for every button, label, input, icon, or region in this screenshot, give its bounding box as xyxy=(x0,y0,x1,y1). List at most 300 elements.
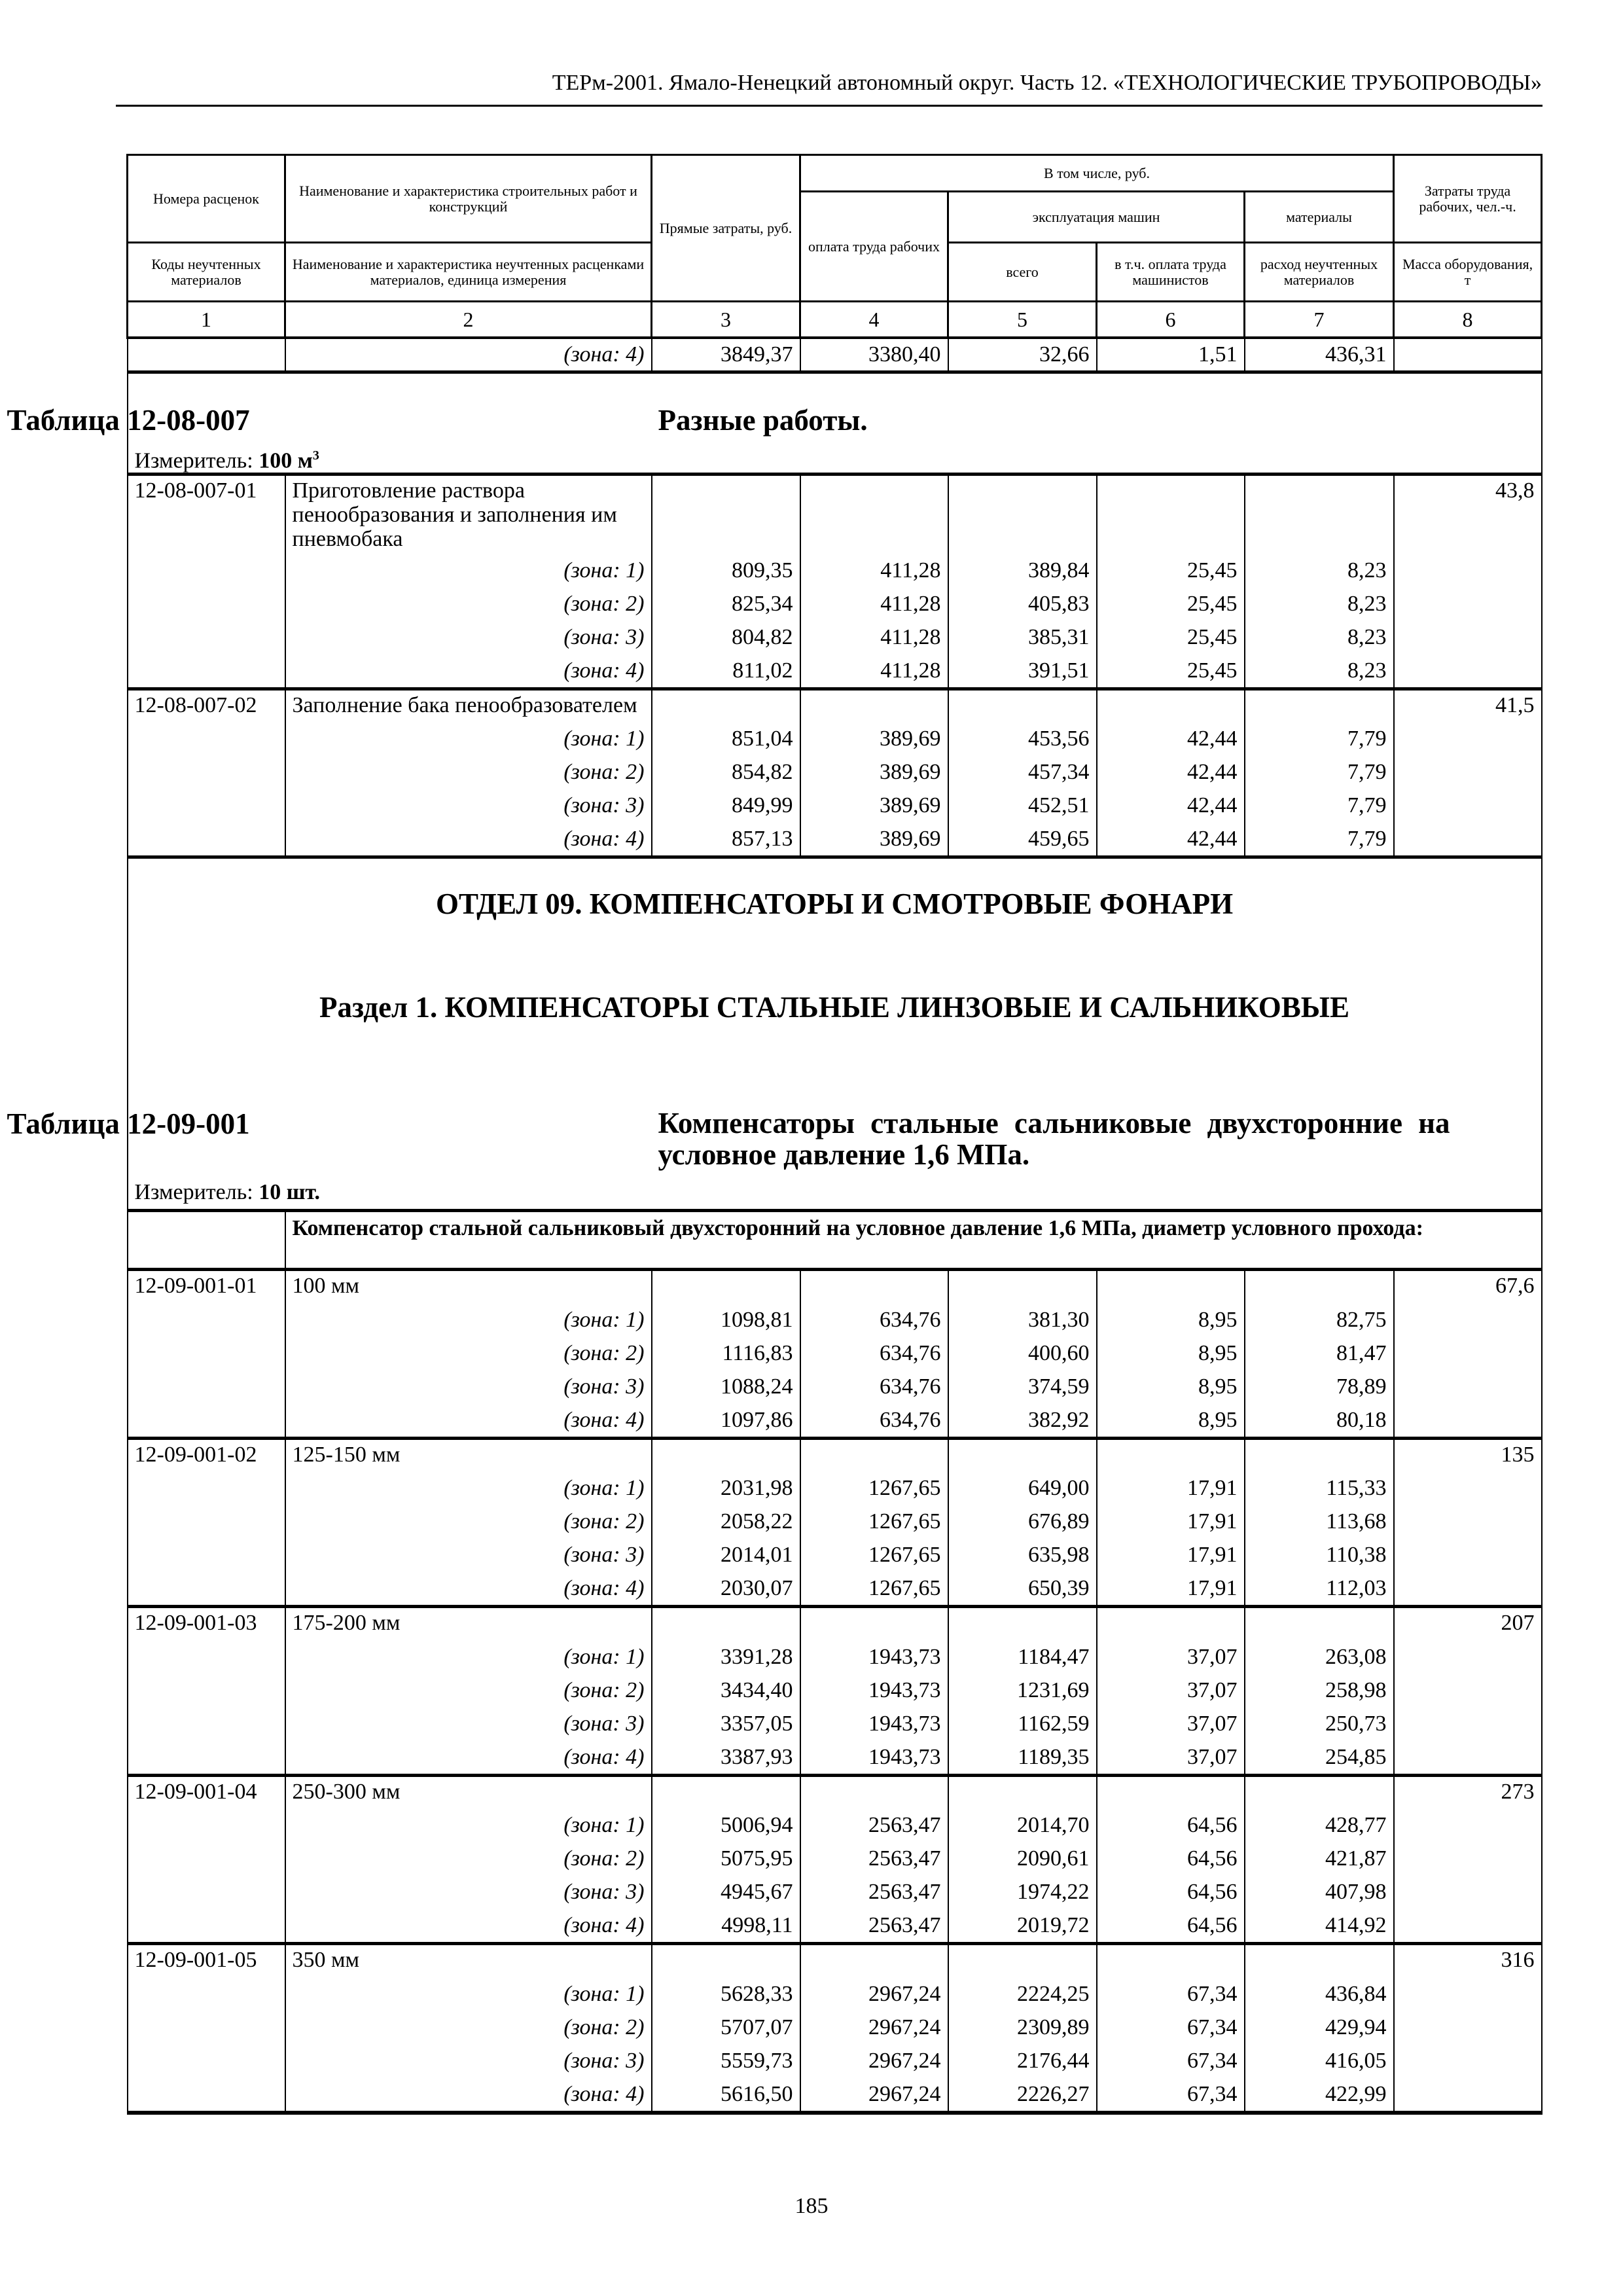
value-cell: 453,56 xyxy=(948,722,1097,755)
value-cell: 80,18 xyxy=(1245,1403,1394,1439)
value-cell: 2224,25 xyxy=(948,1977,1097,2011)
value-cell: 64,56 xyxy=(1097,1808,1245,1842)
value-cell: 809,35 xyxy=(652,554,800,587)
zone-row xyxy=(128,1674,1542,1707)
empty-cell xyxy=(1394,1370,1542,1403)
empty-cell xyxy=(128,789,285,822)
empty-cell xyxy=(948,474,1097,554)
labor-hours: 43,8 xyxy=(1394,474,1542,554)
rate-code: 12-09-001-03 xyxy=(128,1607,285,1640)
value-cell: 2019,72 xyxy=(948,1909,1097,1944)
zone-row xyxy=(128,755,1542,789)
zone-row xyxy=(128,554,1542,587)
empty-cell xyxy=(128,1875,285,1909)
rate-name: 250-300 мм xyxy=(285,1775,652,1808)
value-cell: 1267,65 xyxy=(800,1505,948,1538)
value-cell: 634,76 xyxy=(800,1403,948,1439)
labor-hours: 316 xyxy=(1394,1944,1542,1977)
value-cell: 25,45 xyxy=(1097,554,1245,587)
value-cell: 857,13 xyxy=(652,822,800,857)
table-title-row xyxy=(128,372,1542,474)
header-worker-pay: оплата труда рабочих xyxy=(800,192,948,302)
value-cell: 1974,22 xyxy=(948,1875,1097,1909)
rate-code: 12-08-007-01 xyxy=(128,474,285,554)
empty-cell xyxy=(1394,1977,1542,2011)
empty-cell xyxy=(1394,338,1542,372)
value-cell: 115,33 xyxy=(1245,1471,1394,1505)
column-number: 5 xyxy=(948,302,1097,338)
zone-row xyxy=(128,1842,1542,1875)
value-cell: 7,79 xyxy=(1245,722,1394,755)
unit-label: Измеритель: xyxy=(134,1180,253,1204)
empty-cell xyxy=(1097,689,1245,722)
table-number: Таблица 12-09-001 xyxy=(7,1107,250,1140)
zone-row xyxy=(128,1740,1542,1776)
zone-row xyxy=(128,1707,1542,1740)
zone-row xyxy=(128,789,1542,822)
zone-label: (зона: 3) xyxy=(285,1707,652,1740)
value-cell: 452,51 xyxy=(948,789,1097,822)
value-cell: 1943,73 xyxy=(800,1674,948,1707)
value-cell: 7,79 xyxy=(1245,755,1394,789)
empty-cell xyxy=(128,554,285,587)
empty-cell xyxy=(652,1438,800,1471)
value-cell: 113,68 xyxy=(1245,1505,1394,1538)
value-cell: 2030,07 xyxy=(652,1571,800,1607)
empty-cell xyxy=(1245,1438,1394,1471)
value-cell: 37,07 xyxy=(1097,1640,1245,1674)
value-cell: 8,23 xyxy=(1245,587,1394,620)
labor-hours: 135 xyxy=(1394,1438,1542,1471)
group-caption-row xyxy=(128,1211,1542,1270)
header-machines-total: всего xyxy=(948,243,1097,302)
rate-name: 350 мм xyxy=(285,1944,652,1977)
value-cell: 407,98 xyxy=(1245,1875,1394,1909)
empty-cell xyxy=(948,1438,1097,1471)
value-cell: 374,59 xyxy=(948,1370,1097,1403)
zone-label: (зона: 4) xyxy=(285,338,652,372)
value-cell: 3357,05 xyxy=(652,1707,800,1740)
zone-label: (зона: 3) xyxy=(285,789,652,822)
zone-row xyxy=(128,1303,1542,1336)
empty-cell xyxy=(128,1303,285,1336)
value-cell: 2967,24 xyxy=(800,1977,948,2011)
empty-cell xyxy=(128,654,285,689)
empty-cell xyxy=(800,474,948,554)
column-number: 7 xyxy=(1245,302,1394,338)
rate-code: 12-09-001-05 xyxy=(128,1944,285,1977)
empty-cell xyxy=(128,822,285,857)
value-cell: 8,95 xyxy=(1097,1336,1245,1370)
rate-name: 125-150 мм xyxy=(285,1438,652,1471)
empty-cell xyxy=(128,1977,285,2011)
zone-label: (зона: 4) xyxy=(285,654,652,689)
value-cell: 405,83 xyxy=(948,587,1097,620)
table-name: Компенсаторы стальные сальниковые двухсторонние на условное давление 1,6 МПа. xyxy=(658,1107,1450,1171)
empty-cell xyxy=(128,587,285,620)
value-cell: 2031,98 xyxy=(652,1471,800,1505)
value-cell: 385,31 xyxy=(948,620,1097,654)
value-cell: 382,92 xyxy=(948,1403,1097,1439)
empty-cell xyxy=(128,620,285,654)
zone-row xyxy=(128,1471,1542,1505)
empty-cell xyxy=(128,1808,285,1842)
zone-label: (зона: 2) xyxy=(285,1505,652,1538)
column-number: 4 xyxy=(800,302,948,338)
zone-row xyxy=(128,2011,1542,2044)
empty-cell xyxy=(1394,1674,1542,1707)
zone-label: (зона: 3) xyxy=(285,620,652,654)
zone-row xyxy=(128,1909,1542,1944)
value-cell: 1162,59 xyxy=(948,1707,1097,1740)
rate-row xyxy=(128,1270,1542,1303)
header-direct-costs: Прямые затраты, руб. xyxy=(652,155,800,302)
empty-cell xyxy=(652,1270,800,1303)
empty-cell xyxy=(128,1505,285,1538)
empty-cell xyxy=(1394,1336,1542,1370)
value-cell: 1,51 xyxy=(1097,338,1245,372)
value-cell: 804,82 xyxy=(652,620,800,654)
value-cell: 258,98 xyxy=(1245,1674,1394,1707)
header-rate-numbers: Номера расценок xyxy=(128,155,285,243)
value-cell: 42,44 xyxy=(1097,755,1245,789)
value-cell: 64,56 xyxy=(1097,1875,1245,1909)
zone-label: (зона: 2) xyxy=(285,2011,652,2044)
value-cell: 32,66 xyxy=(948,338,1097,372)
unit-value: 100 м xyxy=(259,448,313,473)
value-cell: 676,89 xyxy=(948,1505,1097,1538)
empty-cell xyxy=(948,1607,1097,1640)
rate-code: 12-09-001-01 xyxy=(128,1270,285,1303)
value-cell: 25,45 xyxy=(1097,587,1245,620)
value-cell: 389,84 xyxy=(948,554,1097,587)
empty-cell xyxy=(1394,620,1542,654)
header-work-name: Наименование и характеристика строительных работ и конструкций xyxy=(285,155,652,243)
value-cell: 3849,37 xyxy=(652,338,800,372)
table-12-08-007-heading xyxy=(7,372,1542,474)
value-cell: 2967,24 xyxy=(800,2077,948,2113)
column-number: 2 xyxy=(285,302,652,338)
value-cell: 649,00 xyxy=(948,1471,1097,1505)
value-cell: 422,99 xyxy=(1245,2077,1394,2113)
empty-cell xyxy=(128,1471,285,1505)
empty-cell xyxy=(1394,1538,1542,1571)
empty-cell xyxy=(652,1775,800,1808)
value-cell: 2014,01 xyxy=(652,1538,800,1571)
value-cell: 849,99 xyxy=(652,789,800,822)
value-cell: 381,30 xyxy=(948,1303,1097,1336)
empty-cell xyxy=(1245,474,1394,554)
value-cell: 391,51 xyxy=(948,654,1097,689)
value-cell: 414,92 xyxy=(1245,1909,1394,1944)
value-cell: 389,69 xyxy=(800,822,948,857)
value-cell: 2967,24 xyxy=(800,2044,948,2077)
value-cell: 78,89 xyxy=(1245,1370,1394,1403)
empty-cell xyxy=(948,1775,1097,1808)
value-cell: 3380,40 xyxy=(800,338,948,372)
empty-cell xyxy=(652,1607,800,1640)
value-cell: 42,44 xyxy=(1097,822,1245,857)
section-09-heading xyxy=(7,857,1542,1211)
empty-cell xyxy=(128,2011,285,2044)
unit-line xyxy=(135,439,319,477)
empty-cell xyxy=(128,338,285,372)
value-cell: 17,91 xyxy=(1097,1538,1245,1571)
empty-cell xyxy=(1097,1775,1245,1808)
zone-label: (зона: 4) xyxy=(285,822,652,857)
section-title-row xyxy=(128,857,1542,1211)
empty-cell xyxy=(1394,1505,1542,1538)
razdel-title: Раздел 1. КОМПЕНСАТОРЫ СТАЛЬНЫЕ ЛИНЗОВЫЕ И САЛЬНИКОВЫЕ xyxy=(319,991,1349,1024)
empty-cell xyxy=(652,689,800,722)
value-cell: 411,28 xyxy=(800,654,948,689)
zone-label: (зона: 2) xyxy=(285,1842,652,1875)
empty-cell xyxy=(1394,1571,1542,1607)
empty-cell xyxy=(128,2044,285,2077)
header-materials: материалы xyxy=(1245,192,1394,243)
empty-cell xyxy=(800,689,948,722)
empty-cell xyxy=(1394,2044,1542,2077)
zone-row xyxy=(128,2077,1542,2113)
group-caption: Компенсатор стальной сальниковый двухсторонний на условное давление 1,6 МПа, диаметр условного прохода: xyxy=(285,1211,1542,1270)
empty-cell xyxy=(1097,1607,1245,1640)
value-cell: 5006,94 xyxy=(652,1808,800,1842)
zone-row xyxy=(128,822,1542,857)
empty-cell xyxy=(1097,474,1245,554)
empty-cell xyxy=(1394,1471,1542,1505)
empty-cell xyxy=(1245,1944,1394,1977)
value-cell: 82,75 xyxy=(1245,1303,1394,1336)
zone-label: (зона: 4) xyxy=(285,1571,652,1607)
empty-cell xyxy=(652,474,800,554)
value-cell: 1116,83 xyxy=(652,1336,800,1370)
value-cell: 37,07 xyxy=(1097,1674,1245,1707)
value-cell: 254,85 xyxy=(1245,1740,1394,1776)
value-cell: 5628,33 xyxy=(652,1977,800,2011)
zone-label: (зона: 4) xyxy=(285,1909,652,1944)
value-cell: 4945,67 xyxy=(652,1875,800,1909)
zone-label: (зона: 3) xyxy=(285,1875,652,1909)
zone-row xyxy=(128,587,1542,620)
zone-row xyxy=(128,1538,1542,1571)
value-cell: 250,73 xyxy=(1245,1707,1394,1740)
empty-cell xyxy=(948,1270,1097,1303)
value-cell: 3391,28 xyxy=(652,1640,800,1674)
empty-cell xyxy=(1245,1270,1394,1303)
value-cell: 81,47 xyxy=(1245,1336,1394,1370)
value-cell: 2176,44 xyxy=(948,2044,1097,2077)
value-cell: 421,87 xyxy=(1245,1842,1394,1875)
zone-row xyxy=(128,1808,1542,1842)
value-cell: 428,77 xyxy=(1245,1808,1394,1842)
empty-cell xyxy=(1394,2077,1542,2113)
empty-cell xyxy=(1394,654,1542,689)
zone-label: (зона: 2) xyxy=(285,1674,652,1707)
value-cell: 2563,47 xyxy=(800,1842,948,1875)
empty-cell xyxy=(128,1909,285,1944)
empty-cell xyxy=(1394,789,1542,822)
value-cell: 459,65 xyxy=(948,822,1097,857)
rate-row xyxy=(128,1775,1542,1808)
running-header: ТЕРм-2001. Ямало-Ненецкий автономный округ. Часть 12. «ТЕХНОЛОГИЧЕСКИЕ ТРУБОПРОВОДЫ» xyxy=(552,71,1542,95)
empty-cell xyxy=(652,1944,800,1977)
zone-label: (зона: 4) xyxy=(285,2077,652,2113)
value-cell: 5075,95 xyxy=(652,1842,800,1875)
value-cell: 1267,65 xyxy=(800,1471,948,1505)
header-operator-pay: в т.ч. оплата труда машинистов xyxy=(1097,243,1245,302)
empty-cell xyxy=(128,1674,285,1707)
value-cell: 3434,40 xyxy=(652,1674,800,1707)
empty-cell xyxy=(1394,822,1542,857)
empty-cell xyxy=(1394,1740,1542,1776)
value-cell: 634,76 xyxy=(800,1370,948,1403)
empty-cell xyxy=(1245,1775,1394,1808)
rate-name: 100 мм xyxy=(285,1270,652,1303)
empty-cell xyxy=(800,1438,948,1471)
value-cell: 8,95 xyxy=(1097,1403,1245,1439)
zone-row xyxy=(128,1977,1542,2011)
unit-line xyxy=(135,1175,321,1209)
value-cell: 436,31 xyxy=(1245,338,1394,372)
value-cell: 2967,24 xyxy=(800,2011,948,2044)
value-cell: 5616,50 xyxy=(652,2077,800,2113)
unit-value: 10 шт. xyxy=(259,1180,321,1204)
zone-row xyxy=(128,1571,1542,1607)
value-cell: 389,69 xyxy=(800,755,948,789)
value-cell: 42,44 xyxy=(1097,722,1245,755)
value-cell: 825,34 xyxy=(652,587,800,620)
value-cell: 7,79 xyxy=(1245,789,1394,822)
empty-cell xyxy=(128,2077,285,2113)
zone-row xyxy=(128,1640,1542,1674)
zone-row xyxy=(128,1875,1542,1909)
empty-cell xyxy=(1245,1607,1394,1640)
value-cell: 1943,73 xyxy=(800,1640,948,1674)
empty-cell xyxy=(800,1775,948,1808)
zone-label: (зона: 1) xyxy=(285,1471,652,1505)
value-cell: 7,79 xyxy=(1245,822,1394,857)
labor-hours: 67,6 xyxy=(1394,1270,1542,1303)
zone-row xyxy=(128,654,1542,689)
value-cell: 4998,11 xyxy=(652,1909,800,1944)
value-cell: 2090,61 xyxy=(948,1842,1097,1875)
empty-cell xyxy=(1394,587,1542,620)
value-cell: 8,23 xyxy=(1245,620,1394,654)
value-cell: 37,07 xyxy=(1097,1707,1245,1740)
value-cell: 67,34 xyxy=(1097,2011,1245,2044)
unit-label: Измеритель: xyxy=(134,448,253,473)
value-cell: 1943,73 xyxy=(800,1707,948,1740)
empty-cell xyxy=(948,689,1097,722)
value-cell: 8,95 xyxy=(1097,1303,1245,1336)
value-cell: 42,44 xyxy=(1097,789,1245,822)
empty-cell xyxy=(1097,1270,1245,1303)
zone-label: (зона: 2) xyxy=(285,1336,652,1370)
rate-name: 175-200 мм xyxy=(285,1607,652,1640)
value-cell: 811,02 xyxy=(652,654,800,689)
value-cell: 389,69 xyxy=(800,789,948,822)
empty-cell xyxy=(128,1740,285,1776)
empty-cell xyxy=(1097,1438,1245,1471)
empty-cell xyxy=(128,1640,285,1674)
column-number: 6 xyxy=(1097,302,1245,338)
column-number: 1 xyxy=(128,302,285,338)
value-cell: 635,98 xyxy=(948,1538,1097,1571)
rate-code: 12-09-001-04 xyxy=(128,1775,285,1808)
rates-table xyxy=(7,154,1543,2115)
empty-cell xyxy=(1394,755,1542,789)
column-number: 8 xyxy=(1394,302,1542,338)
value-cell: 416,05 xyxy=(1245,2044,1394,2077)
value-cell: 411,28 xyxy=(800,620,948,654)
empty-cell xyxy=(800,1944,948,1977)
header-divider xyxy=(116,105,1543,107)
value-cell: 457,34 xyxy=(948,755,1097,789)
empty-cell xyxy=(128,1707,285,1740)
empty-cell xyxy=(1245,689,1394,722)
value-cell: 17,91 xyxy=(1097,1471,1245,1505)
department-title: ОТДЕЛ 09. КОМПЕНСАТОРЫ И СМОТРОВЫЕ ФОНАРИ xyxy=(435,888,1234,920)
value-cell: 2563,47 xyxy=(800,1808,948,1842)
zone-label: (зона: 3) xyxy=(285,1538,652,1571)
header-material-consumption: расход неучтенных материалов xyxy=(1245,243,1394,302)
value-cell: 17,91 xyxy=(1097,1571,1245,1607)
table-name: Разные работы. xyxy=(658,403,868,437)
value-cell: 25,45 xyxy=(1097,620,1245,654)
value-cell: 263,08 xyxy=(1245,1640,1394,1674)
value-cell: 8,95 xyxy=(1097,1370,1245,1403)
value-cell: 634,76 xyxy=(800,1336,948,1370)
empty-cell xyxy=(1394,1640,1542,1674)
value-cell: 1189,35 xyxy=(948,1740,1097,1776)
header-including: В том числе, руб. xyxy=(800,155,1394,192)
value-cell: 1098,81 xyxy=(652,1303,800,1336)
value-cell: 67,34 xyxy=(1097,2044,1245,2077)
labor-hours: 273 xyxy=(1394,1775,1542,1808)
rate-row xyxy=(128,689,1542,722)
empty-cell xyxy=(128,1211,285,1270)
zone-label: (зона: 4) xyxy=(285,1740,652,1776)
value-cell: 17,91 xyxy=(1097,1505,1245,1538)
table-row xyxy=(128,338,1542,372)
zone-row xyxy=(128,1336,1542,1370)
empty-cell xyxy=(1394,1403,1542,1439)
zone-row xyxy=(128,1370,1542,1403)
empty-cell xyxy=(128,1538,285,1571)
zone-label: (зона: 1) xyxy=(285,554,652,587)
value-cell: 650,39 xyxy=(948,1571,1097,1607)
labor-hours: 41,5 xyxy=(1394,689,1542,722)
empty-cell xyxy=(1394,2011,1542,2044)
value-cell: 411,28 xyxy=(800,587,948,620)
rate-name: Заполнение бака пенообразователем xyxy=(285,689,652,722)
empty-cell xyxy=(128,1370,285,1403)
header-equipment-mass: Масса оборудования, т xyxy=(1394,243,1542,302)
value-cell: 64,56 xyxy=(1097,1909,1245,1944)
value-cell: 67,34 xyxy=(1097,2077,1245,2113)
unit-superscript: 3 xyxy=(312,448,319,463)
value-cell: 389,69 xyxy=(800,722,948,755)
header-labor-hours: Затраты труда рабочих, чел.-ч. xyxy=(1394,155,1542,243)
rate-code: 12-08-007-02 xyxy=(128,689,285,722)
zone-label: (зона: 2) xyxy=(285,587,652,620)
table-number: Таблица 12-08-007 xyxy=(7,403,250,437)
value-cell: 1267,65 xyxy=(800,1538,948,1571)
table-header xyxy=(128,155,1542,338)
zone-row xyxy=(128,722,1542,755)
value-cell: 436,84 xyxy=(1245,1977,1394,2011)
value-cell: 411,28 xyxy=(800,554,948,587)
